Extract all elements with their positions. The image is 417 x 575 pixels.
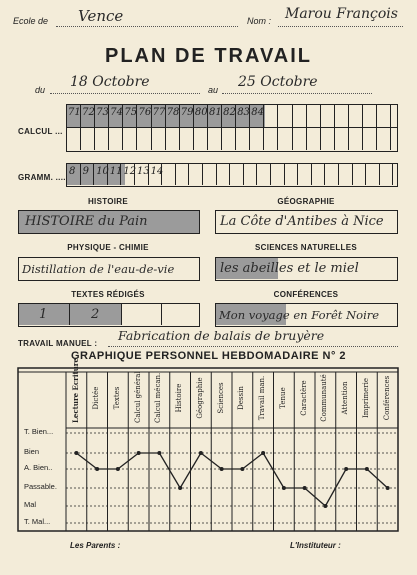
parents-signature-label: Les Parents : xyxy=(70,541,121,550)
graph-column-label: Sciences xyxy=(216,382,225,414)
nom-label: Nom : xyxy=(247,16,272,26)
histoire-label: HISTOIRE xyxy=(87,197,129,206)
ecole-label: Ecole de xyxy=(13,16,49,26)
calcul-cell-number: 80 xyxy=(194,107,208,118)
calcul-cell-number: 78 xyxy=(166,107,180,118)
gramm-cell-number: 13 xyxy=(137,166,150,177)
graph-point xyxy=(199,451,203,455)
graph-column-label: Caractère xyxy=(299,380,308,416)
texte-1: 1 xyxy=(39,307,48,322)
gramm-cell-number: 12 xyxy=(123,166,137,177)
calcul-cell-number: 79 xyxy=(180,107,194,118)
textes-label: TEXTES RÉDIGÉS xyxy=(71,290,145,299)
calcul-label: CALCUL ... xyxy=(18,127,63,136)
du-value: 18 Octobre xyxy=(70,74,150,90)
calcul-cell-number: 73 xyxy=(96,107,109,118)
au-value: 25 Octobre xyxy=(238,74,318,90)
calcul-cell-number: 75 xyxy=(124,107,138,118)
graph-point xyxy=(240,467,244,471)
graph-point xyxy=(282,486,286,490)
graph-column-label: Lecture Ecriture xyxy=(71,358,81,423)
geographie-value: La Côte d'Antibes à Nice xyxy=(220,214,384,229)
calcul-cell-number: 72 xyxy=(82,107,95,118)
graph-column-label: Textes xyxy=(112,386,121,410)
sciences-value: les abeilles et le miel xyxy=(220,261,359,276)
graph-row-label: Mal xyxy=(24,500,37,509)
graph-column-label: Calcul général xyxy=(133,371,142,423)
graph-column-label: Calcul mécan. xyxy=(154,372,163,423)
calcul-cell-number: 77 xyxy=(152,107,166,118)
graph-column-label: Histoire xyxy=(175,383,184,413)
graph-column-label: Géographie xyxy=(195,377,204,419)
calcul-cell-number: 71 xyxy=(68,107,81,118)
graph-column-label: Communauté xyxy=(320,374,329,422)
graph-column-label: Dictée xyxy=(92,386,101,410)
calcul-cell-number: 82 xyxy=(223,107,236,118)
calcul-cell-number: 74 xyxy=(110,107,124,118)
gramm-cell-number: 8 xyxy=(69,166,76,177)
conferences-value: Mon voyage en Forêt Noire xyxy=(219,308,380,322)
graph-row-label: Passable. xyxy=(24,482,57,491)
au-label: au xyxy=(208,85,219,95)
nom-value: Marou François xyxy=(285,6,398,22)
graph-column-label: Attention xyxy=(341,381,350,415)
histoire-value: HISTOIRE du Pain xyxy=(25,214,148,229)
graph-row-label: A. Bien.. xyxy=(24,463,53,472)
graph-point xyxy=(116,467,120,471)
geographie-label: GÉOGRAPHIE xyxy=(277,197,335,206)
graph-point xyxy=(157,451,161,455)
du-label: du xyxy=(35,85,46,95)
travail-value: Fabrication de balais de bruyère xyxy=(118,328,325,343)
graph-column-label: Conférences xyxy=(382,375,391,421)
graph-point xyxy=(220,467,224,471)
physique-label: PHYSIQUE - CHIMIE xyxy=(67,243,149,252)
ecole-value: Vence xyxy=(78,7,124,25)
conferences-label: CONFÉRENCES xyxy=(273,290,339,299)
graph-point xyxy=(178,486,182,490)
sciences-label: SCIENCES NATURELLES xyxy=(254,243,357,252)
calcul-cell-number: 76 xyxy=(138,107,152,118)
graph-point xyxy=(261,451,265,455)
graph-column-label: Imprimerie xyxy=(361,378,370,418)
gramm-label: GRAMM. .... xyxy=(18,173,66,182)
gramm-cell-number: 10 xyxy=(96,166,109,177)
gramm-cell-number: 9 xyxy=(82,166,89,177)
graph-point xyxy=(137,451,141,455)
gramm-cell-number: 11 xyxy=(109,166,123,177)
graph-row-label: Bien xyxy=(24,447,40,456)
calcul-cell-number: 81 xyxy=(209,107,222,118)
graph-point xyxy=(344,467,348,471)
instituteur-signature-label: L'Instituteur : xyxy=(290,541,341,550)
graph-title: GRAPHIQUE PERSONNEL HEBDOMADAIRE N° 2 xyxy=(70,350,347,362)
graph-point xyxy=(303,486,307,490)
graph-point xyxy=(323,504,327,508)
gramm-cell-number: 14 xyxy=(150,166,164,177)
travail-label: TRAVAIL MANUEL : xyxy=(18,339,98,348)
graph-row-label: T. Mal... xyxy=(24,517,51,526)
graph-point xyxy=(386,486,390,490)
texte-2: 2 xyxy=(91,307,100,322)
calcul-cell-number: 83 xyxy=(237,107,250,118)
physique-value: Distillation de l'eau-de-vie xyxy=(22,262,175,276)
graph-point xyxy=(74,451,78,455)
graph-column-label: Travail man. xyxy=(258,375,267,421)
graph-point xyxy=(95,467,99,471)
page-title: PLAN DE TRAVAIL xyxy=(104,45,313,67)
graph-column-label: Dessin xyxy=(237,386,246,410)
calcul-cell-number: 84 xyxy=(251,107,265,118)
graph-point xyxy=(365,467,369,471)
graph-row-label: T. Bien... xyxy=(24,427,54,436)
graph-column-label: Tenue xyxy=(278,387,287,409)
